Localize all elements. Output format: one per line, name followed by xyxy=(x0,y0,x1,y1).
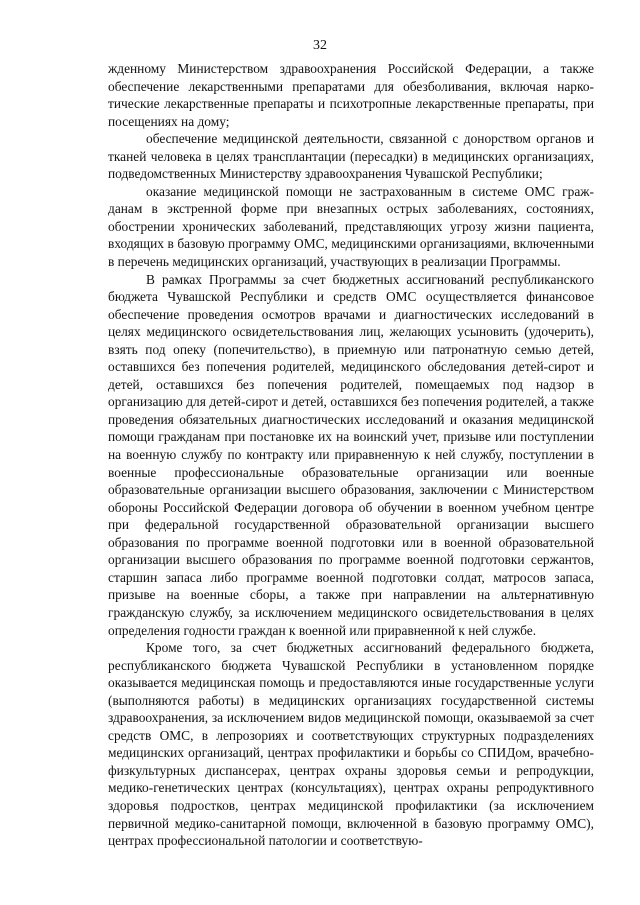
paragraph-program-financing: В рамках Программы за счет бюджетных ассигнований республиканского бюджета Чувашской Республики и средств ОМС осуществляется финансовое обеспечение проведения осмотров врачами и диагностических исследований в целях медицинского освидетельствования лиц, желающих усыновить (удочерить), взять под опеку (попечительство), в приемную или патронатную семью детей, оставшихся без попечения родителей, медицинского обследования детей-сирот и детей, оставшихся без попечения родителей, помещаемых под надзор в организацию для детей-сирот и детей, оставшихся без попечения родителей, а также проведения обязательных диагностических исследований и оказания медицинской помощи гражданам при постановке их на воинский учет, призыве или поступлении на военную службу по контракту или приравненную к ней службу, поступлении в военные профессиональные образовательные организации или военные образовательные организации высшего образования, заключении с Министерством обороны Российской Федерации договора об обучении в военном учебном центре при федеральной государственной образовательной организации высшего образования по программе военной подготовки или в военной образовательной организации высшего образования по программе военной подготовки сержантов, старшин запаса либо программе военной подготовки солдат, матросов запаса, призыве на военные сборы, а также при направлении на альтернативную гражданскую службу, за исключением медицинского освидетельствования в целях определения годности граждан к военной или приравненной к ней службе. xyxy=(108,271,594,638)
paragraph-organ-donation: обеспечение медицинской деятельности, связанной с донорством органов и тканей человека в целях трансплантации (пересадки) в медицинских организациях, подведомственных Министерству здравоохранения Чувашской Республики; xyxy=(108,131,594,182)
paragraph-emergency-care: оказание медицинской помощи не застрахованным в системе ОМС гражданам в экстренной форме при внезапных острых заболеваниях, состояниях, обострении хронических заболеваний, представляющих угрозу жизни пациента, входящих в базовую программу ОМС, медицинскими организациями, включенными в перечень медицинских организаций, участвующих в реализации Программы. xyxy=(108,183,594,270)
paragraph-additional-services: Кроме того, за счет бюджетных ассигнований федерального бюджета, республиканского бюджета Чувашской Республики в установленном порядке оказывается медицинская помощь и предоставляются иные государственные услуги (выполняются работы) в медицинских организациях государственной системы здравоохранения, за исключением видов медицинской помощи, оказываемой за счет средств ОМС, в лепрозориях и соответствующих структурных подразделениях медицинских организаций, центрах профилактики и борьбы со СПИДом, врачебно-физкультурных диспансерах, центрах охраны здоровья семьи и репродукции, медико-генетических центрах (консультациях), центрах охраны репродуктивного здоровья подростков, центрах медицинской профилактики (за исключением первичной медико-санитарной помощи, включенной в базовую программу ОМС), центрах профессиональной патологии и соответствую- xyxy=(108,640,594,849)
document-body xyxy=(108,60,594,850)
page-number: 32 xyxy=(313,38,327,53)
paragraph-continuation: жденному Министерством здравоохранения Российской Федерации, а также обеспечение лекарственными препаратами для обезболивания, включая наркотические лекарственные препараты и психотропные лекарственные препараты, при посещениях на дому; xyxy=(108,61,594,129)
